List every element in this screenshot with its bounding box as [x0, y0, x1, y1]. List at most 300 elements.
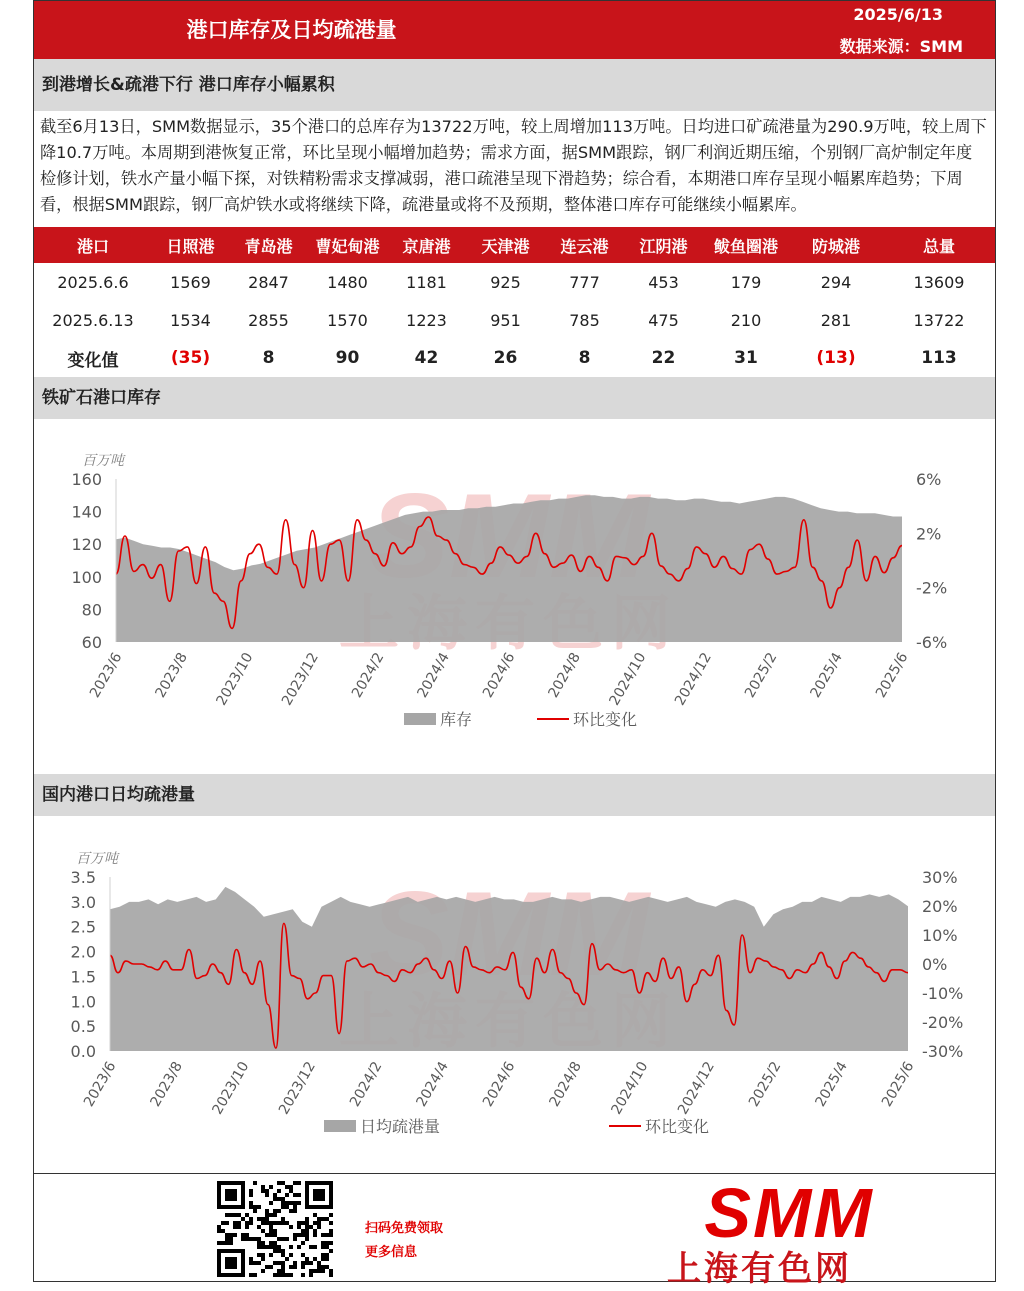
qr-module	[273, 1249, 277, 1253]
report-frame	[33, 0, 996, 1289]
y2-tick-label: -20%	[922, 1013, 964, 1032]
qr-module	[221, 1221, 225, 1225]
qr-module	[313, 1213, 317, 1217]
qr-module	[233, 1213, 237, 1217]
table-cell: 90	[335, 348, 360, 368]
qr-module	[249, 1221, 253, 1225]
table-cell: 1534	[170, 310, 211, 330]
table-cell: (35)	[170, 348, 211, 368]
y-tick-label: 3.0	[70, 892, 96, 912]
qr-module	[329, 1221, 333, 1225]
qr-module	[321, 1265, 325, 1269]
table-header-cell: 日照港	[152, 227, 229, 263]
qr-module	[297, 1245, 301, 1249]
y-axis-unit: 百万吨	[76, 851, 118, 867]
qr-module	[269, 1221, 273, 1225]
table-header-cell: 京唐港	[387, 227, 466, 263]
qr-module	[221, 1241, 225, 1245]
table-cell: 2847	[248, 272, 289, 292]
qr-module	[305, 1233, 309, 1237]
qr-module	[273, 1197, 277, 1201]
qr-module	[329, 1241, 333, 1245]
qr-module	[265, 1221, 269, 1225]
y-tick-label: 1.5	[70, 967, 96, 987]
y-tick-label: 0.0	[70, 1042, 96, 1061]
qr-module	[277, 1237, 281, 1241]
qr-module	[321, 1269, 325, 1273]
qr-module	[297, 1193, 301, 1197]
legend-area-label: 日均疏港量	[360, 1117, 441, 1136]
y-tick-label: 0.5	[70, 1017, 96, 1037]
qr-module	[313, 1257, 317, 1261]
qr-module	[265, 1217, 269, 1221]
qr-module	[249, 1201, 253, 1205]
table-cell: 925	[490, 272, 521, 292]
qr-module	[253, 1181, 257, 1185]
legend-area-swatch	[324, 1120, 356, 1132]
table-cell: 294	[820, 272, 852, 292]
qr-module	[277, 1249, 281, 1253]
qr-module	[293, 1181, 297, 1185]
table-cell: 210	[730, 310, 762, 330]
table-header-cell: 总量	[883, 227, 995, 263]
y2-tick-label: -6%	[916, 633, 948, 652]
table-cell: 8	[262, 348, 275, 368]
qr-module	[229, 1233, 233, 1237]
qr-module	[317, 1261, 321, 1265]
qr-module	[309, 1269, 313, 1273]
qr-module	[325, 1233, 329, 1237]
qr-module	[325, 1265, 329, 1269]
qr-module	[277, 1269, 281, 1273]
qr-module	[225, 1213, 229, 1217]
qr-module	[257, 1217, 261, 1221]
qr-module	[321, 1253, 325, 1257]
qr-module	[261, 1221, 265, 1225]
qr-module	[313, 1233, 317, 1237]
dispatch-chart-svg	[34, 816, 995, 1171]
qr-module	[245, 1213, 249, 1217]
y2-tick-label: 10%	[922, 926, 958, 945]
qr-module	[293, 1237, 297, 1241]
qr-module	[269, 1229, 273, 1233]
qr-module	[293, 1193, 297, 1197]
x-tick-label: 2023/6	[80, 1059, 120, 1110]
qr-module	[261, 1269, 265, 1273]
qr-module	[253, 1237, 257, 1241]
table-cell: 475	[648, 310, 679, 330]
qr-module	[281, 1197, 285, 1201]
table-cell: 变化值	[67, 350, 119, 371]
qr-module	[297, 1221, 301, 1225]
x-tick-label: 2025/4	[807, 650, 846, 701]
qr-module	[285, 1237, 289, 1241]
qr-module	[329, 1233, 333, 1237]
table-row	[34, 339, 995, 377]
qr-module	[225, 1221, 229, 1225]
x-tick-label: 2023/10	[209, 1059, 253, 1118]
qr-module	[265, 1245, 269, 1249]
qr-module	[317, 1265, 321, 1269]
qr-module	[269, 1201, 273, 1205]
chart1-title: 铁矿石港口库存	[34, 377, 995, 419]
table-header-cell: 曹妃甸港	[308, 227, 387, 263]
inventory-chart	[34, 419, 995, 774]
x-tick-label: 2025/4	[812, 1059, 851, 1110]
qr-module	[297, 1225, 301, 1229]
data-source: 数据来源：SMM	[839, 37, 963, 56]
qr-module	[269, 1253, 273, 1257]
qr-module	[233, 1233, 237, 1237]
qr-module	[281, 1237, 285, 1241]
qr-module	[301, 1261, 305, 1265]
qr-finder-core	[225, 1257, 237, 1269]
qr-module	[249, 1261, 253, 1265]
qr-module	[289, 1273, 293, 1277]
table-cell: (13)	[816, 348, 856, 368]
table-header-cell: 青岛港	[229, 227, 308, 263]
qr-module	[261, 1189, 265, 1193]
inventory-chart-svg	[34, 419, 995, 774]
qr-module	[257, 1237, 261, 1241]
qr-module	[245, 1221, 249, 1225]
qr-module	[233, 1225, 237, 1229]
qr-module	[217, 1225, 221, 1229]
table-cell: 2025.6.13	[52, 310, 134, 330]
qr-module	[321, 1217, 325, 1221]
qr-module	[289, 1225, 293, 1229]
y2-tick-label: -30%	[922, 1042, 964, 1061]
table-cell: 2025.6.6	[57, 272, 129, 292]
qr-module	[305, 1225, 309, 1229]
qr-module	[281, 1261, 285, 1265]
qr-module	[265, 1193, 269, 1197]
y-tick-label: 60	[81, 633, 102, 652]
y2-tick-label: 30%	[922, 868, 958, 887]
qr-module	[277, 1209, 281, 1213]
legend-area-swatch	[404, 713, 436, 725]
qr-module	[281, 1273, 285, 1277]
table-cell: 951	[490, 310, 521, 330]
qr-module	[313, 1245, 317, 1249]
qr-module	[225, 1233, 229, 1237]
qr-module	[225, 1241, 229, 1245]
y2-tick-label: 0%	[922, 955, 948, 974]
qr-module	[297, 1181, 301, 1185]
qr-module	[281, 1205, 285, 1209]
qr-module	[329, 1229, 333, 1233]
qr-module	[269, 1265, 273, 1269]
qr-module	[285, 1201, 289, 1205]
qr-module	[273, 1209, 277, 1213]
qr-module	[269, 1185, 273, 1189]
qr-module	[241, 1233, 245, 1237]
x-tick-label: 2024/12	[672, 650, 715, 709]
qr-caption-line1: 扫码免费领取	[365, 1221, 444, 1236]
qr-module	[257, 1245, 261, 1249]
legend-area-label: 库存	[440, 710, 473, 729]
qr-module	[253, 1273, 257, 1277]
qr-module	[317, 1217, 321, 1221]
qr-module	[301, 1241, 305, 1245]
footer-divider	[34, 1173, 995, 1174]
qr-module	[285, 1193, 289, 1197]
qr-module	[261, 1217, 265, 1221]
qr-module	[305, 1261, 309, 1265]
qr-module	[217, 1241, 221, 1245]
qr-module	[329, 1273, 333, 1277]
x-tick-label: 2024/2	[348, 650, 388, 701]
x-tick-label: 2024/8	[545, 650, 584, 701]
report-date: 2025/6/13	[853, 5, 943, 24]
qr-module	[305, 1217, 309, 1221]
y2-tick-label: 6%	[916, 470, 942, 489]
qr-module	[313, 1269, 317, 1273]
x-tick-label: 2023/8	[152, 650, 191, 701]
qr-module	[257, 1205, 261, 1209]
x-tick-label: 2025/2	[741, 650, 781, 701]
qr-module	[249, 1237, 253, 1241]
qr-module	[253, 1261, 257, 1265]
qr-module	[289, 1185, 293, 1189]
x-tick-label: 2023/12	[279, 650, 322, 709]
qr-module	[229, 1213, 233, 1217]
legend-line-label: 环比变化	[645, 1117, 710, 1136]
y2-tick-label: 2%	[916, 524, 942, 544]
qr-module	[269, 1245, 273, 1249]
qr-module	[289, 1253, 293, 1257]
qr-module	[301, 1229, 305, 1233]
qr-module	[265, 1209, 269, 1213]
table-header-cell: 港口	[34, 227, 152, 263]
qr-module	[261, 1229, 265, 1233]
qr-module	[249, 1257, 253, 1261]
qr-module	[309, 1273, 313, 1277]
qr-module	[325, 1241, 329, 1245]
qr-module	[261, 1241, 265, 1245]
qr-module	[329, 1213, 333, 1217]
qr-module	[321, 1233, 325, 1237]
x-tick-label: 2025/2	[745, 1059, 785, 1110]
qr-module	[309, 1245, 313, 1249]
qr-module	[329, 1249, 333, 1253]
x-tick-label: 2023/6	[86, 650, 126, 701]
qr-module	[289, 1265, 293, 1269]
qr-module	[257, 1261, 261, 1265]
series-area-日均疏港量	[110, 887, 908, 1051]
y-tick-label: 2.0	[70, 942, 96, 962]
qr-module	[241, 1237, 245, 1241]
qr-module	[277, 1245, 281, 1249]
y2-tick-label: -10%	[922, 984, 964, 1003]
qr-module	[293, 1233, 297, 1237]
table-header-cell: 鲅鱼圈港	[703, 227, 789, 263]
table-cell: 453	[648, 272, 679, 292]
table-cell: 113	[921, 348, 957, 368]
x-tick-label: 2023/10	[213, 650, 257, 709]
y-tick-label: 2.5	[70, 917, 96, 937]
qr-module	[277, 1221, 281, 1225]
qr-module	[273, 1241, 277, 1245]
qr-module	[301, 1221, 305, 1225]
table-cell: 8	[578, 348, 591, 368]
qr-caption-line2: 更多信息	[365, 1245, 418, 1260]
qr-module	[217, 1229, 221, 1233]
x-tick-label: 2024/12	[675, 1059, 718, 1118]
qr-module	[277, 1181, 281, 1185]
qr-module	[285, 1273, 289, 1277]
qr-module	[249, 1189, 253, 1193]
x-tick-label: 2024/2	[346, 1059, 386, 1110]
table-cell: 777	[569, 272, 600, 292]
qr-module	[281, 1181, 285, 1185]
qr-module	[281, 1265, 285, 1269]
qr-module	[277, 1197, 281, 1201]
qr-module	[281, 1269, 285, 1273]
qr-module	[325, 1253, 329, 1257]
qr-module	[317, 1221, 321, 1225]
table-cell: 26	[493, 348, 518, 368]
summary-body: 截至6月13日，SMM数据显示，35个港口的总库存为13722万吨，较上周增加113万吨。日均进口矿疏港量为290.9万吨，较上周下降10.7万吨。本周期到港恢复正常，环比呈现小幅增加趋势；需求方面，据SMM跟踪，钢厂利润近期压缩，个别钢厂高炉制定年度检修计划，铁水产量小幅下探，对铁精粉需求支撑减弱，港口疏港呈现下滑趋势；综合看，本期港口库存呈现小幅累库趋势；下周看，根据SMM跟踪，钢厂高炉铁水或将继续下降，疏港量或将不及预期，整体港口库存可能继续小幅累库。	[40, 117, 987, 214]
chart2-title: 国内港口日均疏港量	[34, 774, 995, 816]
qr-module	[317, 1225, 321, 1229]
qr-module	[281, 1221, 285, 1225]
qr-module	[249, 1205, 253, 1209]
qr-module	[321, 1245, 325, 1249]
qr-module	[269, 1225, 273, 1229]
table-header-row	[34, 227, 995, 263]
qr-module	[313, 1229, 317, 1233]
y2-tick-label: -2%	[916, 578, 948, 598]
qr-module	[301, 1265, 305, 1269]
table-cell: 1480	[327, 272, 368, 292]
qr-module	[293, 1201, 297, 1205]
qr-module	[269, 1213, 273, 1217]
qr-module	[325, 1217, 329, 1221]
x-tick-label: 2025/6	[872, 650, 912, 701]
qr-code-icon[interactable]	[217, 1181, 335, 1277]
x-tick-label: 2024/10	[608, 1059, 652, 1118]
qr-module	[277, 1189, 281, 1193]
qr-module	[293, 1205, 297, 1209]
smm-logo-text: SMM	[704, 1181, 874, 1245]
series-area-库存	[116, 495, 902, 642]
qr-module	[321, 1241, 325, 1245]
table-cell: 1569	[170, 272, 211, 292]
qr-module	[317, 1269, 321, 1273]
qr-finder-core	[313, 1189, 325, 1201]
qr-module	[281, 1217, 285, 1221]
smm-logo-cn: 上海有色网	[667, 1249, 852, 1289]
qr-module	[273, 1261, 277, 1265]
qr-module	[237, 1225, 241, 1229]
y-tick-label: 80	[81, 600, 102, 620]
y-tick-label: 160	[71, 470, 102, 489]
y-tick-label: 120	[71, 535, 102, 555]
table-cell: 1570	[327, 310, 368, 330]
qr-module	[301, 1253, 305, 1257]
y-tick-label: 3.5	[70, 868, 96, 887]
qr-module	[273, 1229, 277, 1233]
qr-module	[245, 1237, 249, 1241]
qr-module	[273, 1213, 277, 1217]
qr-module	[289, 1245, 293, 1249]
table-cell: 31	[734, 348, 758, 368]
table-cell: 2855	[248, 310, 289, 330]
qr-module	[261, 1245, 265, 1249]
table-cell: 13609	[913, 272, 965, 292]
qr-module	[305, 1237, 309, 1241]
qr-module	[289, 1189, 293, 1193]
qr-module	[293, 1209, 297, 1213]
qr-module	[293, 1261, 297, 1265]
report-header	[34, 1, 995, 59]
qr-module	[329, 1269, 333, 1273]
qr-module	[229, 1241, 233, 1245]
qr-module	[285, 1257, 289, 1261]
dispatch-chart	[34, 816, 995, 1171]
qr-module	[261, 1185, 265, 1189]
qr-module	[305, 1229, 309, 1233]
qr-finder-core	[225, 1189, 237, 1201]
x-tick-label: 2024/4	[414, 650, 453, 701]
qr-module	[289, 1209, 293, 1213]
qr-module	[273, 1273, 277, 1277]
table-cell: 1181	[406, 272, 447, 292]
qr-module	[289, 1201, 293, 1205]
qr-module	[297, 1233, 301, 1237]
qr-module	[253, 1205, 257, 1209]
qr-module	[221, 1229, 225, 1233]
y-tick-label: 1.0	[70, 992, 96, 1012]
y2-tick-label: 20%	[922, 897, 958, 916]
qr-module	[257, 1241, 261, 1245]
qr-module	[309, 1225, 313, 1229]
table-cell: 785	[569, 310, 600, 330]
qr-module	[273, 1193, 277, 1197]
qr-module	[261, 1253, 265, 1257]
qr-module	[273, 1221, 277, 1225]
qr-module	[249, 1217, 253, 1221]
table-cell: 13722	[913, 310, 965, 330]
qr-module	[281, 1253, 285, 1257]
qr-module	[277, 1261, 281, 1265]
qr-module	[301, 1233, 305, 1237]
qr-module	[265, 1265, 269, 1269]
y-axis-unit: 百万吨	[82, 453, 124, 469]
qr-module	[309, 1261, 313, 1265]
qr-module	[325, 1245, 329, 1249]
port-inventory-table	[34, 227, 995, 377]
qr-module	[313, 1221, 317, 1225]
qr-module	[265, 1213, 269, 1217]
qr-module	[305, 1257, 309, 1261]
smm-logo	[664, 1181, 914, 1245]
qr-module	[241, 1217, 245, 1221]
qr-module	[253, 1209, 257, 1213]
qr-module	[237, 1221, 241, 1225]
qr-module	[281, 1201, 285, 1205]
qr-module	[249, 1273, 253, 1277]
table-cell: 281	[820, 310, 852, 330]
qr-module	[257, 1253, 261, 1257]
qr-module	[297, 1201, 301, 1205]
qr-module	[237, 1213, 241, 1217]
qr-module	[305, 1221, 309, 1225]
qr-module	[249, 1193, 253, 1197]
x-tick-label: 2023/12	[276, 1059, 319, 1118]
legend-line-label: 环比变化	[573, 710, 638, 729]
